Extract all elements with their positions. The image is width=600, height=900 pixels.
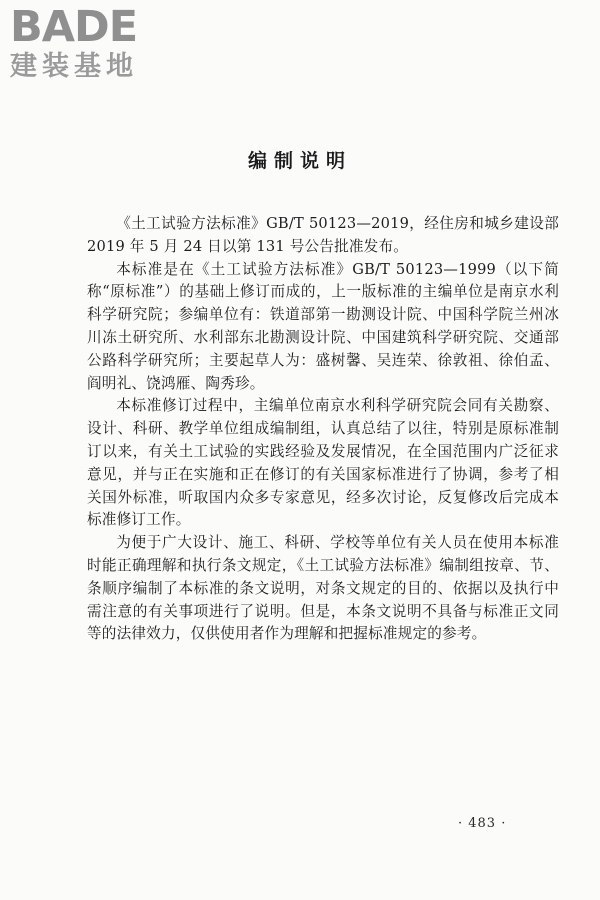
paragraph: 为便于广大设计、施工、科研、学校等单位有关人员在使用本标准时能正确理解和执行条文规定，《土工试验方法标准》编制组按章、节、条顺序编制了本标准的条文说明，对条文规定的目的、依据以及执行中需注意的有关事项进行了说明。但是，本条文说明不具备与标准正文同等的法律效力，仅供使用者作为理解和把握标准规定的参考。: [87, 534, 559, 643]
paragraph: 本标准修订过程中，主编单位南京水利科学研究院会同有关勘察、设计、科研、教学单位组成编制组，认真总结了以往，特别是原标准制订以来，有关土工试验的实践经验及发展情况，在全国范围内广泛征求意见，并与正在实施和正在修订的有关国家标准进行了协调，参考了相关国外标准，听取国内众多专家意见，经多次讨论，反复修改后完成本标准修订工作。: [87, 397, 559, 529]
watermark-logo: [10, 4, 180, 88]
paragraph: 本标准是在《土工试验方法标准》GB/T 50123—1999（以下简称“原标准”）的基础上修订而成的，上一版标准的主编单位是南京水利科学研究院；参编单位有：铁道部第一勘测设计院、中国科学院兰州冰川冻土研究所、水利部东北勘测设计院、中国建筑科学研究院、交通部公路科学研究所；主要起草人为：盛树馨、吴连荣、徐敦祖、徐伯孟、阎明礼、饶鸿雁、陶秀珍。: [87, 260, 559, 392]
page-number: · 483 ·: [458, 816, 507, 831]
page-title: 编制说明: [247, 150, 352, 172]
body-text: [87, 213, 559, 646]
logo-subtitle: 建装基地: [10, 51, 138, 82]
logo-wordmark: BADE: [10, 2, 138, 52]
paragraph: 《土工试验方法标准》GB/T 50123—2019，经住房和城乡建设部 2019 年 5 月 24 日以第 131 号公告批准发布。: [87, 215, 559, 255]
